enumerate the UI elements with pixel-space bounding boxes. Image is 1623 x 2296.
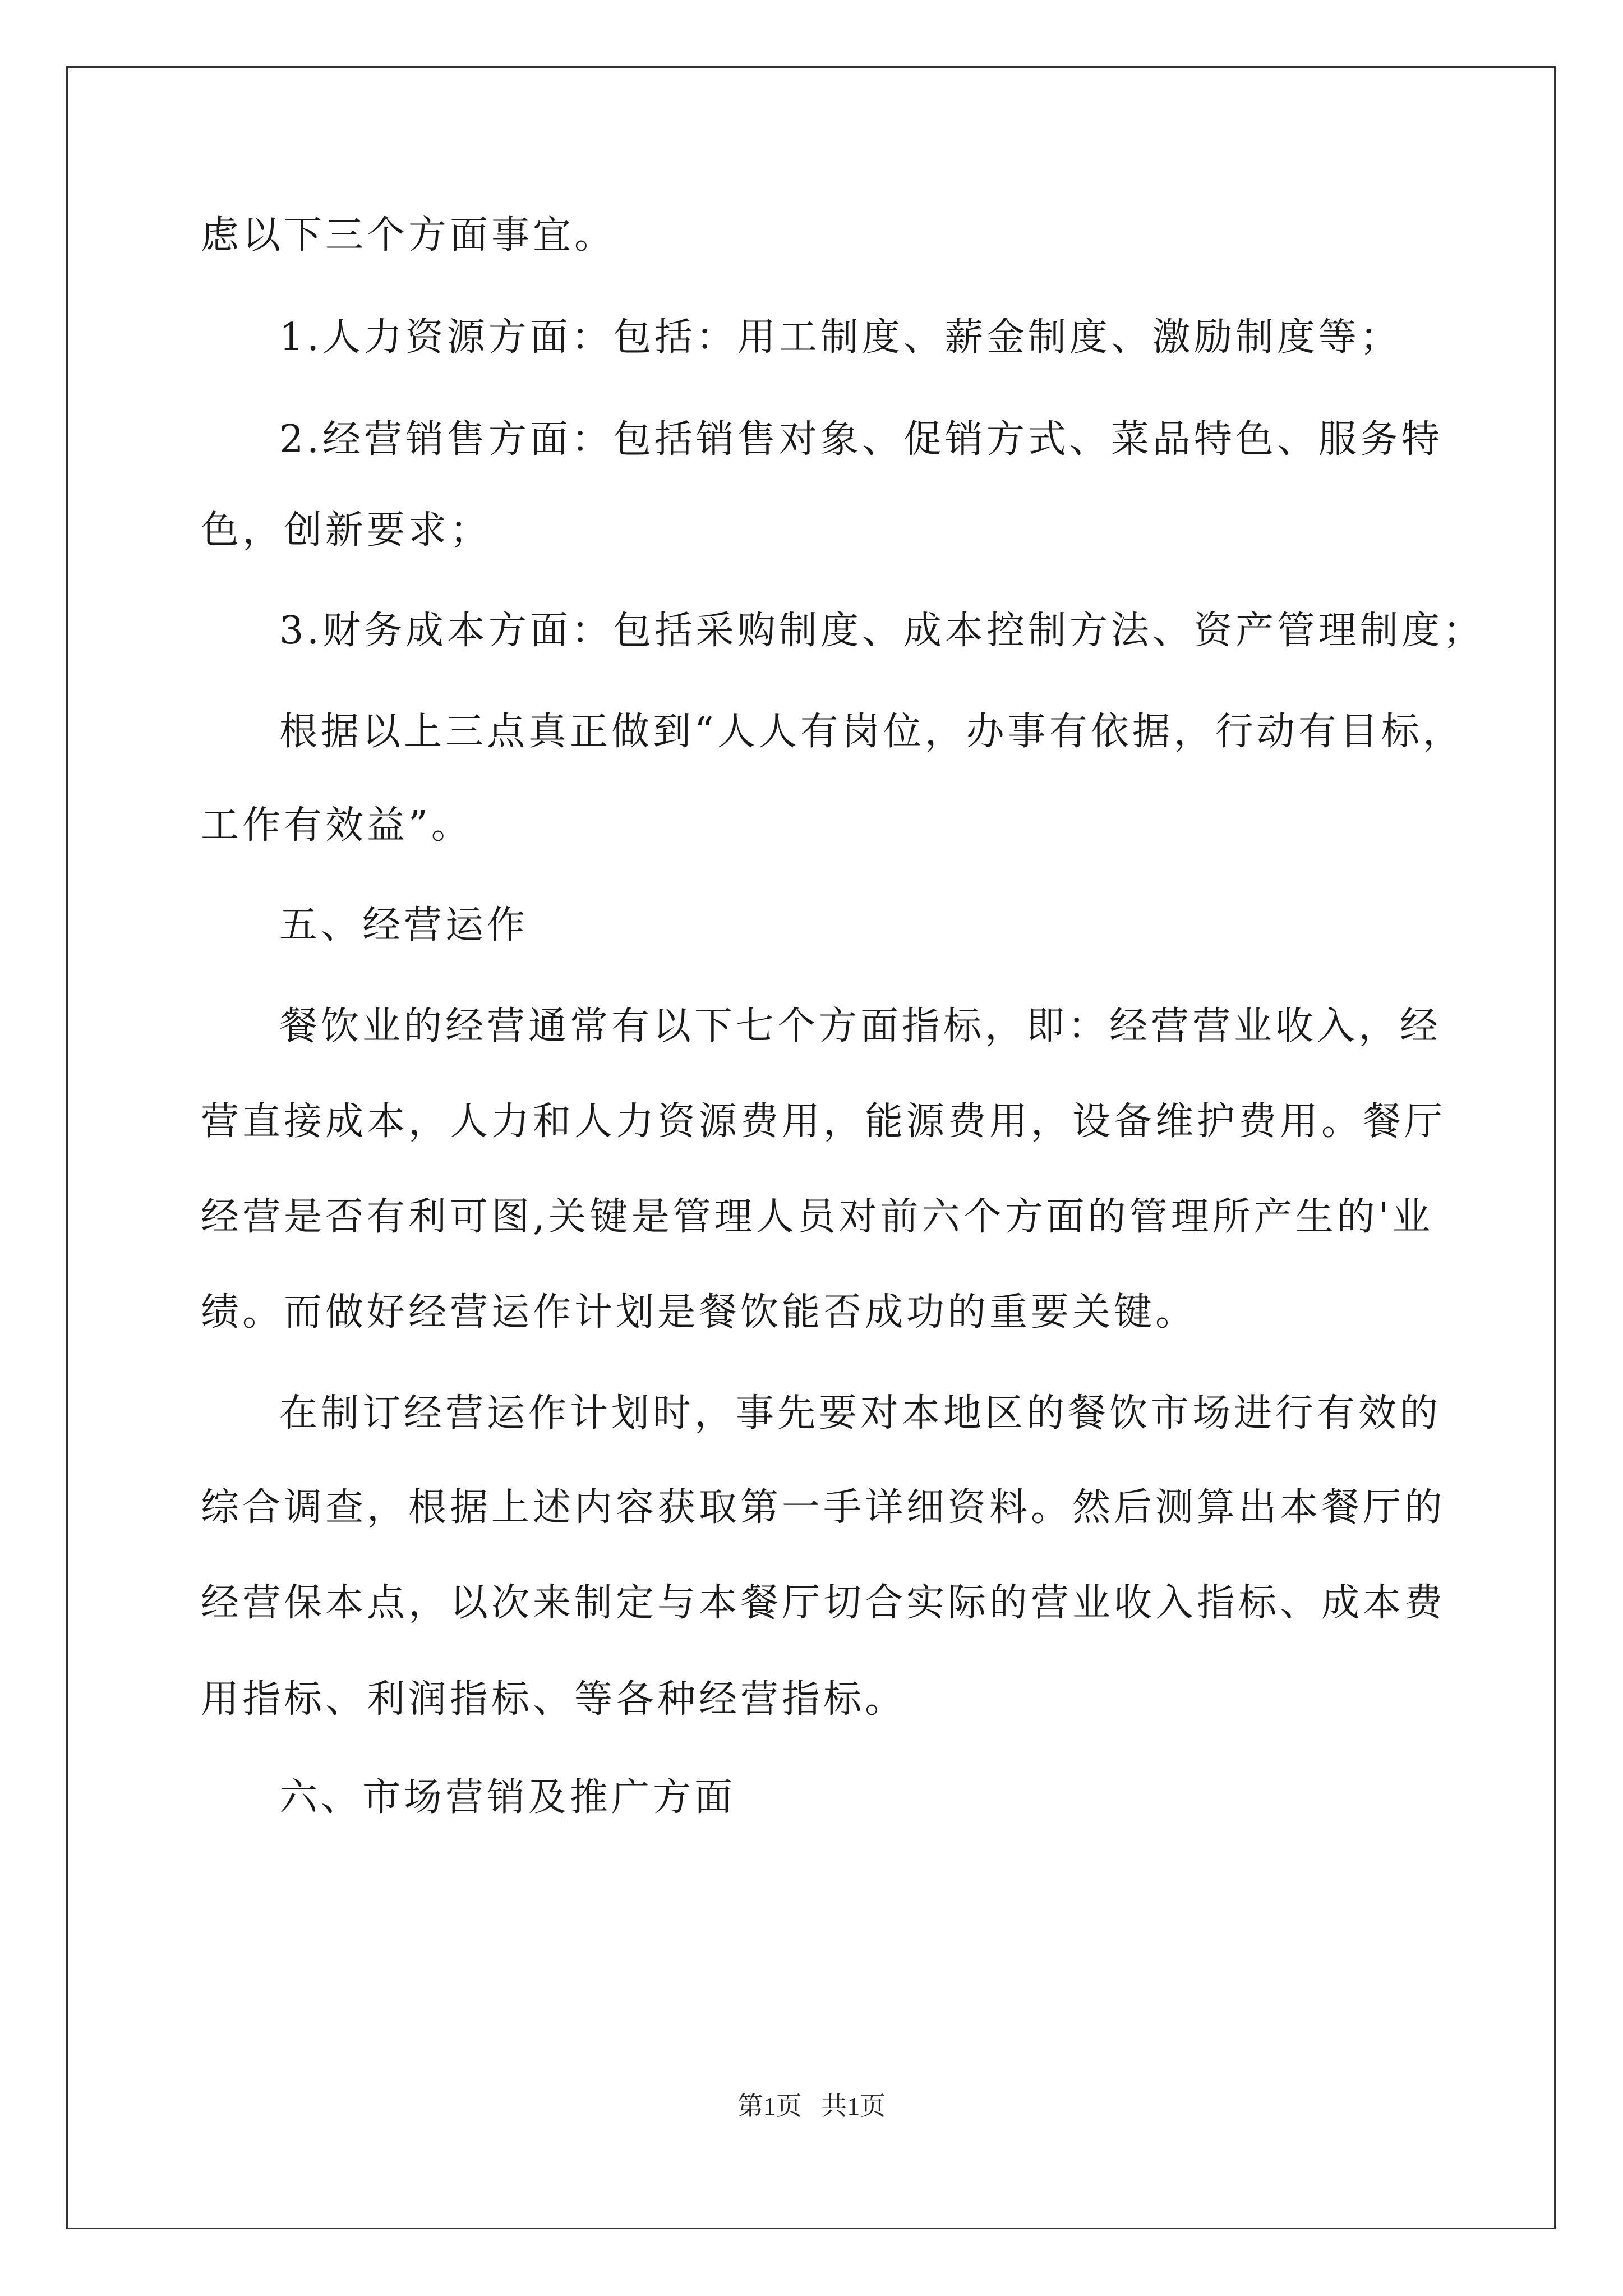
text-line: 在制订经营运作计划时，事先要对本地区的餐饮市场进行有效的 <box>279 1391 1442 1435</box>
text-line: 绩。而做好经营运作计划是餐饮能否成功的重要关键。 <box>201 1290 1197 1335</box>
section-heading: 五、经营运作 <box>279 903 529 947</box>
text-line: 色，创新要求； <box>201 508 492 553</box>
text-line: 3.财务成本方面：包括采购制度、成本控制方法、资产管理制度； <box>279 609 1484 653</box>
text-line: 工作有效益”。 <box>201 803 473 848</box>
text-line: 根据以上三点真正做到“人人有岗位，办事有依据，行动有目标， <box>279 710 1464 754</box>
text-line: 经营是否有利可图,关键是管理人员对前六个方面的管理所产生的'业 <box>201 1195 1434 1239</box>
section-heading: 六、市场营销及推广方面 <box>279 1775 736 1820</box>
text-line: 虑以下三个方面事宜。 <box>201 213 616 257</box>
page-footer: 第1页 共1页 <box>737 2092 886 2120</box>
text-line: 综合调查，根据上述内容获取第一手详细资料。然后测算出本餐厅的 <box>201 1485 1446 1530</box>
text-line: 2.经营销售方面：包括销售对象、促销方式、菜品特色、服务特 <box>279 417 1443 462</box>
text-line: 用指标、利润指标、等各种经营指标。 <box>201 1677 907 1722</box>
text-line: 1.人力资源方面：包括：用工制度、薪金制度、激励制度等； <box>279 315 1401 360</box>
text-line: 餐饮业的经营通常有以下七个方面指标，即：经营营业收入，经 <box>279 1004 1442 1048</box>
text-line: 经营保本点，以次来制定与本餐厅切合实际的营业收入指标、成本费 <box>201 1581 1446 1625</box>
text-line: 营直接成本，人力和人力资源费用，能源费用，设备维护费用。餐厅 <box>201 1099 1446 1144</box>
